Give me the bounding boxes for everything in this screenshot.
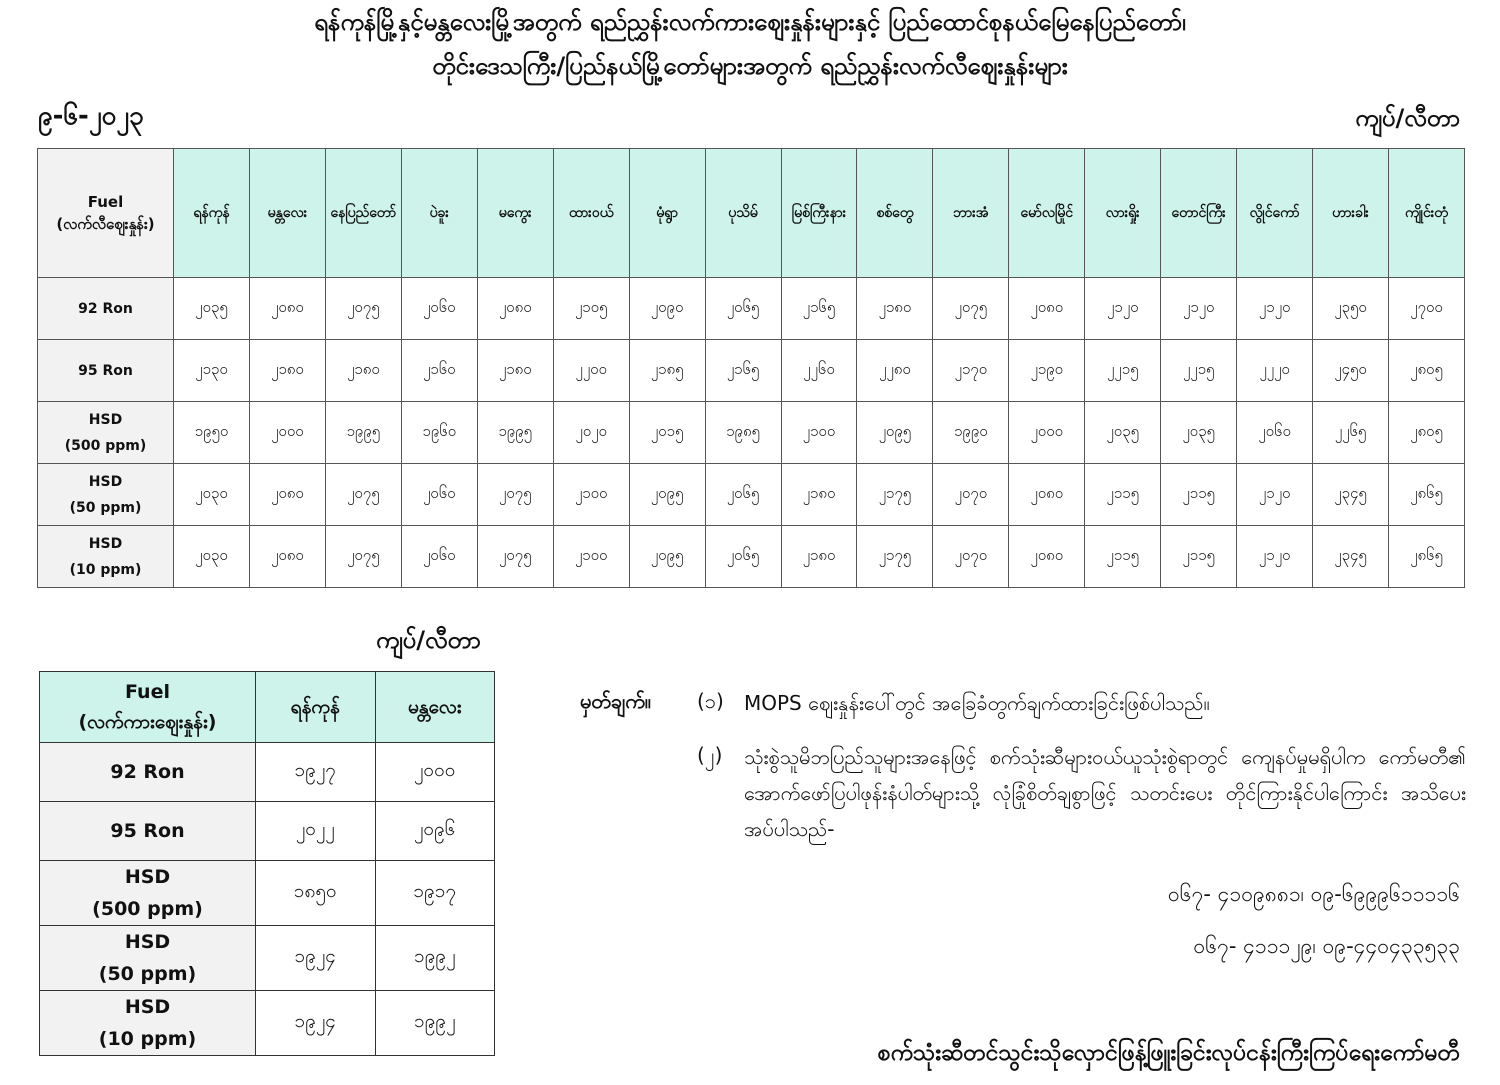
retail-table-row: [38, 402, 1465, 464]
wholesale-table-body: [40, 743, 495, 1056]
wholesale-fuel-label: HSD (500 ppm): [40, 861, 256, 926]
retail-price-cell: ၂၁၂၀: [1085, 278, 1161, 340]
retail-city-header: တောင်ကြီး: [1161, 149, 1237, 278]
phone-numbers-1: ၀၆၇- ၄၁၀၉၈၈၁၊ ၀၉-၆၉၉၉၆၁၁၁၁၆: [1167, 882, 1460, 906]
retail-price-cell: ၂၁၈၀: [325, 340, 401, 402]
retail-city-header: လွိုင်ကော်: [1237, 149, 1313, 278]
retail-price-cell: ၂၁၉၀: [1009, 340, 1085, 402]
date: ၉-၆-၂၀၂၃: [38, 101, 144, 131]
retail-price-cell: ၂၁၈၀: [249, 340, 325, 402]
remark-2-text: သုံးစွဲသူမိဘပြည်သူများအနေဖြင့် စက်သုံးဆီများဝယ်ယူသုံးစွဲရာတွင် ကျေနပ်မှုမရှိပါက ကော်မတီ၏ အောက်ဖော်ပြပါဖုန်းနံပါတ်များသို့ လုံခြုံစိတ်ချစွာဖြင့် သတင်းပေး တိုင်ကြားနိုင်ပါကြောင်း အသိပေးအပ်ပါသည်-: [744, 745, 1466, 841]
retail-price-cell: ၂၀၃၅: [1085, 402, 1161, 464]
retail-city-header: မုံရွာ: [629, 149, 705, 278]
retail-price-cell: ၂၀၉၅: [629, 526, 705, 588]
retail-price-cell: ၂၀၃၀: [174, 526, 250, 588]
retail-price-cell: ၂၀၃၀: [174, 464, 250, 526]
retail-price-cell: ၂၈၆၅: [1389, 464, 1465, 526]
retail-table-row: [38, 526, 1465, 588]
retail-price-cell: ၂၁၀၀: [781, 402, 857, 464]
retail-price-cell: ၂၁၇၀: [933, 340, 1009, 402]
retail-table-body: [38, 278, 1465, 588]
remark-2-number: (၂): [697, 743, 723, 767]
phone-numbers-2: ၀၆၇- ၄၁၁၁၂၉၊ ၀၉-၄၄၀၄၃၃၅၃၃: [1193, 934, 1460, 958]
wholesale-table-row: [40, 743, 495, 802]
retail-city-header: ပဲခူး: [401, 149, 477, 278]
wholesale-price-cell: ၁၉၂၄: [256, 926, 376, 991]
retail-price-cell: ၂၀၇၅: [325, 278, 401, 340]
retail-price-cell: ၂၀၆၀: [1237, 402, 1313, 464]
retail-price-cell: ၂၁၂၀: [1161, 278, 1237, 340]
wholesale-price-table: [39, 671, 495, 1056]
retail-price-cell: ၂၁၇၅: [857, 526, 933, 588]
wholesale-fuel-header: Fuel (လက်ကားဈေးနှုန်း): [40, 672, 256, 743]
wholesale-price-cell: ၁၉၁၇: [375, 861, 495, 926]
retail-price-cell: ၂၀၇၀: [933, 464, 1009, 526]
wholesale-fuel-label: 95 Ron: [40, 802, 256, 861]
retail-price-cell: ၂၂၆၀: [781, 340, 857, 402]
wholesale-table-row: [40, 926, 495, 991]
retail-price-cell: ၂၈၀၅: [1389, 340, 1465, 402]
retail-price-cell: ၁၉၆၀: [401, 402, 477, 464]
retail-price-cell: ၂၁၃၀: [174, 340, 250, 402]
retail-price-cell: ၂၀၆၅: [705, 464, 781, 526]
retail-price-cell: ၂၁၁၅: [1085, 464, 1161, 526]
wholesale-table-row: [40, 991, 495, 1056]
retail-fuel-label: HSD (500 ppm): [38, 402, 174, 464]
wholesale-unit-label: ကျပ်/လီတာ: [376, 626, 481, 654]
retail-price-cell: ၂၈၆၅: [1389, 526, 1465, 588]
retail-fuel-label: 95 Ron: [38, 340, 174, 402]
remark-1-text: MOPS ဈေးနှုန်းပေါ်တွင် အခြေခံတွက်ချက်ထားခြင်းဖြစ်ပါသည်။: [744, 691, 1210, 715]
retail-city-header: မော်လမြိုင်: [1009, 149, 1085, 278]
wholesale-table-row: [40, 802, 495, 861]
wholesale-price-cell: ၁၈၅၀: [256, 861, 376, 926]
retail-fuel-label: HSD (50 ppm): [38, 464, 174, 526]
retail-price-cell: ၂၁၁၅: [1161, 526, 1237, 588]
retail-price-cell: ၂၀၆၀: [401, 464, 477, 526]
retail-price-cell: ၂၀၇၅: [933, 278, 1009, 340]
retail-price-cell: ၂၁၂၀: [1237, 526, 1313, 588]
retail-city-header: နေပြည်တော်: [325, 149, 401, 278]
retail-table-row: [38, 464, 1465, 526]
retail-price-cell: ၂၁၁၅: [1085, 526, 1161, 588]
wholesale-fuel-label: HSD (10 ppm): [40, 991, 256, 1056]
retail-city-header: လားရှိုး: [1085, 149, 1161, 278]
retail-price-cell: ၂၁၇၅: [857, 464, 933, 526]
title-line-1: ရန်ကုန်မြို့နှင့်မန္တလေးမြို့အတွက် ရည်ညွှန်းလက်ကားဈေးနှုန်းများနှင့် ပြည်ထောင်စုနယ်မြေနေပြည်တော်၊: [314, 8, 1186, 36]
retail-city-header: ကျိုင်းတုံ: [1389, 149, 1465, 278]
retail-price-cell: ၂၁၆၅: [705, 340, 781, 402]
retail-city-header: မြစ်ကြီးနား: [781, 149, 857, 278]
retail-price-cell: ၂၁၈၀: [781, 464, 857, 526]
retail-price-cell: ၂၀၇၀: [933, 526, 1009, 588]
wholesale-city-header: မန္တလေး: [375, 672, 495, 743]
retail-price-cell: ၂၁၁၅: [1161, 464, 1237, 526]
wholesale-price-cell: ၂၀၉၆: [375, 802, 495, 861]
retail-price-cell: ၂၀၉၅: [857, 402, 933, 464]
wholesale-price-cell: ၁၉၉၂: [375, 991, 495, 1056]
retail-price-cell: ၂၀၃၅: [174, 278, 250, 340]
retail-price-cell: ၂၀၀၀: [1009, 402, 1085, 464]
retail-price-cell: ၂၂၂၀: [1237, 340, 1313, 402]
retail-city-header: ရန်ကုန်: [174, 149, 250, 278]
retail-price-cell: ၂၀၆၅: [705, 278, 781, 340]
retail-table-header-row: [38, 149, 1465, 278]
retail-price-cell: ၂၀၃၅: [1161, 402, 1237, 464]
retail-price-cell: ၂၀၇၅: [477, 526, 553, 588]
retail-price-cell: ၂၁၈၅: [629, 340, 705, 402]
retail-price-cell: ၂၀၈၀: [249, 526, 325, 588]
retail-price-cell: ၂၀၈၀: [1009, 464, 1085, 526]
retail-price-cell: ၂၀၆၀: [401, 526, 477, 588]
wholesale-price-cell: ၂၀၂၂: [256, 802, 376, 861]
retail-price-cell: ၂၁၂၀: [1237, 464, 1313, 526]
retail-price-cell: ၂၃၅၀: [1313, 278, 1389, 340]
retail-price-cell: ၂၁၈၀: [477, 340, 553, 402]
retail-table-row: [38, 340, 1465, 402]
retail-price-cell: ၂၀၉၅: [629, 464, 705, 526]
retail-price-cell: ၁၉၅၀: [174, 402, 250, 464]
wholesale-table-row: [40, 861, 495, 926]
retail-price-cell: ၂၀၇၅: [325, 526, 401, 588]
retail-price-cell: ၂၈၀၅: [1389, 402, 1465, 464]
retail-price-cell: ၂၁၆၀: [401, 340, 477, 402]
retail-city-header: ဘားအံ: [933, 149, 1009, 278]
retail-price-cell: ၂၁၀၀: [553, 464, 629, 526]
retail-price-cell: ၂၂၁၅: [1161, 340, 1237, 402]
retail-price-cell: ၂၂၆၅: [1313, 402, 1389, 464]
retail-fuel-label: 92 Ron: [38, 278, 174, 340]
retail-city-header: ထားဝယ်: [553, 149, 629, 278]
wholesale-city-header: ရန်ကုန်: [256, 672, 376, 743]
retail-city-header: ပုသိမ်: [705, 149, 781, 278]
remark-1-number: (၁): [697, 689, 724, 713]
retail-price-cell: ၂၃၄၅: [1313, 464, 1389, 526]
retail-price-cell: ၂၁၆၅: [781, 278, 857, 340]
retail-price-cell: ၂၀၈၀: [477, 278, 553, 340]
wholesale-price-cell: ၂၀၀၀: [375, 743, 495, 802]
retail-fuel-header: Fuel (လက်လီဈေးနှုန်း): [38, 149, 174, 278]
wholesale-fuel-label: 92 Ron: [40, 743, 256, 802]
retail-price-cell: ၂၂၈၀: [857, 340, 933, 402]
retail-price-cell: ၂၁၈၀: [857, 278, 933, 340]
retail-price-cell: ၂၀၀၀: [249, 402, 325, 464]
retail-price-cell: ၂၄၅၀: [1313, 340, 1389, 402]
remarks-label: မှတ်ချက်။: [580, 689, 651, 713]
retail-price-cell: ၂၀၉၀: [629, 278, 705, 340]
retail-price-cell: ၂၀၂၀: [553, 402, 629, 464]
retail-price-cell: ၁၉၉၅: [477, 402, 553, 464]
retail-price-cell: ၂၀၆၅: [705, 526, 781, 588]
retail-price-cell: ၂၁၀၅: [553, 278, 629, 340]
wholesale-price-cell: ၁၉၉၂: [375, 926, 495, 991]
retail-price-cell: ၁၉၈၅: [705, 402, 781, 464]
retail-price-cell: ၁၉၉၀: [933, 402, 1009, 464]
retail-price-cell: ၂၇၀၀: [1389, 278, 1465, 340]
retail-city-header: ဟားခါး: [1313, 149, 1389, 278]
retail-city-header: မကွေး: [477, 149, 553, 278]
wholesale-table-header-row: [40, 672, 495, 743]
retail-price-cell: ၂၀၁၅: [629, 402, 705, 464]
retail-unit-label: ကျပ်/လီတာ: [1355, 104, 1460, 132]
retail-price-cell: ၂၀၈၀: [249, 278, 325, 340]
retail-price-cell: ၂၀၈၀: [1009, 526, 1085, 588]
retail-price-cell: ၂၀၆၀: [401, 278, 477, 340]
committee-signature: စက်သုံးဆီတင်သွင်းသိုလှောင်ဖြန့်ဖြူးခြင်းလုပ်ငန်းကြီးကြပ်ရေးကော်မတီ: [877, 1040, 1460, 1066]
retail-price-table: [37, 148, 1465, 588]
retail-price-cell: ၂၁၈၀: [781, 526, 857, 588]
wholesale-fuel-label: HSD (50 ppm): [40, 926, 256, 991]
retail-table-row: [38, 278, 1465, 340]
retail-price-cell: ၂၂၁၅: [1085, 340, 1161, 402]
retail-price-cell: ၂၂၀၀: [553, 340, 629, 402]
title-line-2: တိုင်းဒေသကြီး/ပြည်နယ်မြို့တော်များအတွက် ရည်ညွှန်းလက်လီဈေးနှုန်းများ: [432, 52, 1068, 80]
retail-price-cell: ၂၁၂၀: [1237, 278, 1313, 340]
retail-price-cell: ၁၉၉၅: [325, 402, 401, 464]
wholesale-price-cell: ၁၉၂၄: [256, 991, 376, 1056]
retail-price-cell: ၂၀၇၅: [477, 464, 553, 526]
retail-price-cell: ၂၀၈၀: [1009, 278, 1085, 340]
retail-price-cell: ၂၀၈၀: [249, 464, 325, 526]
retail-city-header: စစ်တွေ: [857, 149, 933, 278]
wholesale-price-cell: ၁၉၂၇: [256, 743, 376, 802]
retail-price-cell: ၂၁၀၀: [553, 526, 629, 588]
retail-price-cell: ၂၃၄၅: [1313, 526, 1389, 588]
retail-price-cell: ၂၀၇၅: [325, 464, 401, 526]
retail-city-header: မန္တလေး: [249, 149, 325, 278]
retail-fuel-label: HSD (10 ppm): [38, 526, 174, 588]
